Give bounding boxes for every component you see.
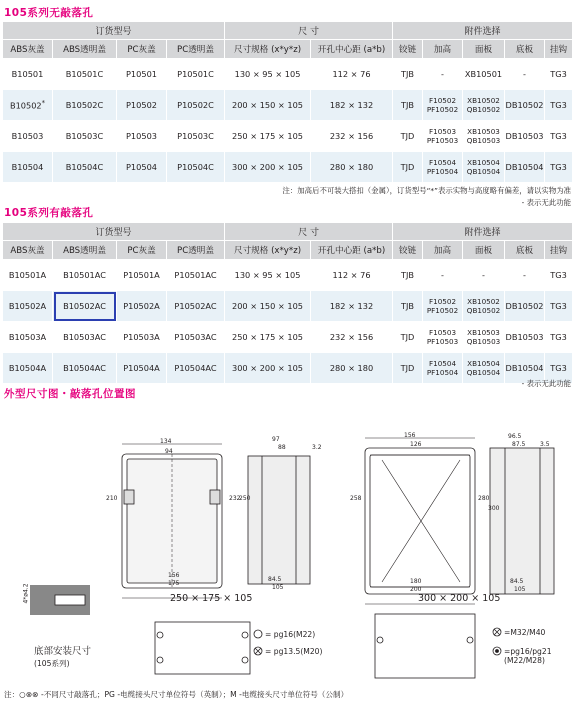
- cell-pc-clear-text: P10501C: [177, 69, 214, 79]
- cell-height-line: F10503: [429, 127, 457, 136]
- dim-height: 232: [229, 495, 241, 502]
- cell-size-text: 200 × 150 × 105: [232, 100, 304, 110]
- section2-title: 105系列有敲落孔: [4, 207, 94, 219]
- cell-height: [423, 260, 463, 291]
- table-row: [3, 260, 573, 291]
- cell-hook: [545, 90, 573, 121]
- cell-abs-clear: [53, 152, 117, 183]
- cell-pc-clear: [167, 152, 225, 183]
- cell-pc-clear: [167, 59, 225, 90]
- cell-hole: [311, 152, 393, 183]
- cell-abs-grey-text: B10502: [9, 100, 42, 111]
- cell-pc-grey-text: P10501A: [123, 270, 160, 280]
- cell-size-text: 250 × 175 × 105: [232, 131, 304, 141]
- dim-side: 3.2: [312, 444, 322, 451]
- group-size: 尺 寸: [225, 22, 393, 40]
- cell-hinge-text: TJB: [400, 270, 415, 280]
- cell-panel-line: XB10502: [467, 96, 500, 105]
- cell-height-line: F10502: [429, 297, 457, 306]
- cell-hinge: [393, 90, 423, 121]
- cell-hole-text: 182 × 132: [329, 100, 374, 110]
- dim-width: 175: [168, 580, 180, 587]
- dim-top: 134: [160, 438, 172, 445]
- cell-abs-clear: [53, 353, 117, 384]
- spec-table-knockout: [2, 222, 573, 384]
- asterisk-mark: *: [41, 99, 46, 108]
- col-header: PC透明盖: [167, 241, 225, 260]
- cell-size: [225, 152, 311, 183]
- cell-pc-clear-text: P10504C: [177, 162, 214, 172]
- box-side-300: [490, 448, 554, 594]
- cell-hinge-text: TJB: [400, 69, 415, 79]
- col-header: ABS透明盖: [53, 241, 117, 260]
- cell-pc-grey-text: P10501: [126, 69, 157, 79]
- cell-base: [505, 121, 545, 152]
- dim-side: 87.5: [512, 441, 526, 448]
- cell-hole-text: 112 × 76: [332, 270, 371, 280]
- col-header: 挂钩: [545, 241, 573, 260]
- cell-hook: [545, 322, 573, 353]
- cell-panel: [463, 90, 505, 121]
- cell-abs-grey: [3, 322, 53, 353]
- cell-abs-clear-text: B10504AC: [63, 363, 106, 373]
- cell-size: [225, 322, 311, 353]
- cell-hinge: [393, 121, 423, 152]
- cell-base: [505, 59, 545, 90]
- cell-hook-text: TG3: [550, 100, 567, 110]
- cell-base-text: DB10503: [505, 131, 544, 141]
- cell-pc-clear-text: P10501AC: [174, 270, 217, 280]
- base-mount-left: [155, 622, 250, 674]
- dim-width: 180: [410, 578, 422, 585]
- group-accessory: 附件选择: [393, 22, 573, 40]
- dim-side: 96.5: [508, 433, 522, 440]
- group-size: 尺 寸: [225, 223, 393, 241]
- cell-base: [505, 152, 545, 183]
- cell-abs-grey: [3, 121, 53, 152]
- cell-pc-grey: [117, 90, 167, 121]
- cell-hole-text: 232 × 156: [329, 131, 374, 141]
- cell-hook-text: TG3: [550, 69, 567, 79]
- col-header: 挂钩: [545, 40, 573, 59]
- col-header: 面板: [463, 40, 505, 59]
- cell-hole: [311, 59, 393, 90]
- cell-hook: [545, 121, 573, 152]
- cell-pc-grey: [117, 291, 167, 322]
- col-header: 底板: [505, 241, 545, 260]
- dim-height: 258: [350, 495, 362, 502]
- cell-pc-grey-text: P10503A: [123, 332, 160, 342]
- dim-top: 156: [404, 432, 416, 439]
- cell-abs-clear: [53, 90, 117, 121]
- note-dash: - 表示无此功能: [521, 198, 571, 207]
- cell-hole-text: 112 × 76: [332, 69, 371, 79]
- cell-abs-grey: [3, 260, 53, 291]
- cell-size-text: 130 × 95 × 105: [234, 69, 301, 79]
- cell-height-line: F10503: [429, 328, 457, 337]
- cell-height-line: PF10504: [426, 368, 459, 377]
- cell-panel-line: XB10503: [467, 328, 500, 337]
- cell-abs-clear: [53, 260, 117, 291]
- cell-hole-text: 280 × 180: [329, 363, 374, 373]
- cell-panel-line: QB10504: [466, 368, 501, 377]
- cell-hook-text: TG3: [550, 363, 567, 373]
- dim-side: 105: [514, 586, 526, 593]
- cell-hole-text: 182 × 132: [329, 301, 374, 311]
- col-header: ABS透明盖: [53, 40, 117, 59]
- cell-abs-clear-text: B10503AC: [63, 332, 106, 342]
- cell-size-text: 250 × 175 × 105: [232, 332, 304, 342]
- cell-panel: [463, 260, 505, 291]
- cell-pc-grey-text: P10502A: [123, 301, 160, 311]
- cell-panel: [463, 353, 505, 384]
- dim-side: 88: [278, 444, 286, 451]
- col-header: 加高: [423, 241, 463, 260]
- cell-height: [423, 353, 463, 384]
- cell-pc-clear-text: P10503AC: [174, 332, 217, 342]
- cell-height-line: F10504: [429, 158, 457, 167]
- cell-hinge-text: TJD: [400, 162, 415, 172]
- cell-pc-clear-text: P10502AC: [174, 301, 217, 311]
- cell-pc-clear-text: P10502C: [177, 100, 214, 110]
- cell-height-line: F10504: [429, 359, 457, 368]
- col-header: PC透明盖: [167, 40, 225, 59]
- caption-250: 250 × 175 × 105: [170, 593, 253, 604]
- dim-top: 94: [165, 448, 173, 455]
- cell-abs-clear: [53, 291, 117, 322]
- legend-pg13: = pg13.5(M20): [265, 647, 323, 656]
- col-header: PC灰盖: [117, 40, 167, 59]
- cell-abs-clear-text: B10503C: [65, 131, 104, 141]
- cell-base: [505, 322, 545, 353]
- cell-hinge: [393, 291, 423, 322]
- cell-panel: [463, 291, 505, 322]
- cell-size: [225, 90, 311, 121]
- dim-height: 250: [239, 495, 251, 502]
- dim-height: 210: [106, 495, 118, 502]
- dim-top: 126: [410, 441, 422, 448]
- cell-abs-grey-text: B10504A: [8, 363, 47, 373]
- cell-hole: [311, 291, 393, 322]
- cell-size: [225, 260, 311, 291]
- cell-hinge: [393, 353, 423, 384]
- cell-base-text: -: [523, 270, 526, 280]
- col-header: ABS灰盖: [3, 40, 53, 59]
- cell-hinge-text: TJD: [400, 332, 415, 342]
- cell-hole: [311, 322, 393, 353]
- cell-hinge: [393, 322, 423, 353]
- cell-hole: [311, 121, 393, 152]
- group-accessory: 附件选择: [393, 223, 573, 241]
- col-header: 铰链: [393, 241, 423, 260]
- cell-pc-grey: [117, 59, 167, 90]
- cell-base-text: DB10502: [505, 301, 544, 311]
- cell-height: [423, 121, 463, 152]
- col-header: 面板: [463, 241, 505, 260]
- col-header: 尺寸规格 (x*y*z): [225, 241, 311, 260]
- cell-height-line: PF10504: [426, 167, 459, 176]
- cell-hook: [545, 152, 573, 183]
- cell-panel-line: XB10504: [467, 158, 500, 167]
- cell-panel-line: XB10501: [464, 69, 503, 79]
- legend-pg21: =pg16/pg21: [504, 647, 552, 656]
- cell-pc-grey: [117, 353, 167, 384]
- dim-side: 84.5: [510, 578, 524, 585]
- dim-side: 105: [272, 584, 284, 591]
- cell-hinge-text: TJB: [400, 100, 415, 110]
- cell-height-line: PF10502: [426, 105, 459, 114]
- table-row: [3, 291, 573, 322]
- cell-abs-grey: [3, 59, 53, 90]
- cell-pc-clear-text: P10503C: [177, 131, 214, 141]
- cell-hole-text: 280 × 180: [329, 162, 374, 172]
- cell-panel-line: QB10503: [466, 337, 501, 346]
- base-subtitle: (105系列): [34, 659, 70, 668]
- cell-base-text: DB10504: [505, 162, 544, 172]
- cell-pc-grey-text: P10502: [126, 100, 157, 110]
- cell-hinge-text: TJD: [400, 363, 415, 373]
- dim-width: 200: [410, 586, 422, 593]
- base-title: 底部安装尺寸: [34, 646, 92, 657]
- col-header: ABS灰盖: [3, 241, 53, 260]
- cell-height-line: PF10502: [426, 306, 459, 315]
- cell-panel: [463, 152, 505, 183]
- cell-base-text: DB10502: [505, 100, 544, 110]
- box-side-250: [248, 456, 310, 584]
- cell-hook: [545, 260, 573, 291]
- cell-panel-line: QB10503: [466, 136, 501, 145]
- cell-hook-text: TG3: [550, 162, 567, 172]
- cell-panel-line: XB10502: [467, 297, 500, 306]
- cell-pc-grey-text: P10504: [126, 162, 157, 172]
- dim-side: 3.5: [540, 441, 550, 448]
- table-row: [3, 152, 573, 183]
- cell-size: [225, 353, 311, 384]
- dim-hole: 4*ø4.2: [22, 583, 30, 604]
- cell-abs-grey: [3, 152, 53, 183]
- cell-size-text: 130 × 95 × 105: [234, 270, 301, 280]
- cell-panel-line: XB10503: [467, 127, 500, 136]
- cell-abs-clear: [53, 59, 117, 90]
- cell-panel: [463, 322, 505, 353]
- cell-base: [505, 260, 545, 291]
- footer-note: 注：○⊗⊗ -不同尺寸敲落孔；PG -电缆接头尺寸单位符号（英制）；M -电缆接头尺寸单位符号（公制）: [4, 690, 349, 699]
- cell-abs-grey-text: B10501: [11, 69, 44, 79]
- cell-size-text: 300 × 200 × 105: [232, 363, 304, 373]
- note-asterisk: 注：加高后不可装大搭扣（金属），订货型号“*”表示实物与高度略有偏差，请以实物为准: [282, 186, 571, 195]
- col-header: 加高: [423, 40, 463, 59]
- legend-pg16: = pg16(M22): [265, 630, 316, 639]
- cell-size: [225, 121, 311, 152]
- cell-panel-line: -: [482, 270, 485, 280]
- cell-hook-text: TG3: [550, 332, 567, 342]
- cell-panel: [463, 121, 505, 152]
- cell-abs-clear-text: B10502AC: [63, 301, 106, 311]
- cell-base: [505, 291, 545, 322]
- cell-height-line: -: [441, 270, 444, 280]
- col-header: 尺寸规格 (x*y*z): [225, 40, 311, 59]
- cell-hole: [311, 90, 393, 121]
- table-row: [3, 322, 573, 353]
- table-row: [3, 59, 573, 90]
- cell-pc-clear: [167, 260, 225, 291]
- cell-abs-grey-text: B10501A: [8, 270, 47, 280]
- cell-abs-grey-text: B10503A: [8, 332, 47, 342]
- cell-abs-clear: [53, 121, 117, 152]
- group-order: 订货型号: [3, 223, 225, 241]
- cell-abs-clear-text: B10504C: [65, 162, 104, 172]
- cell-abs-clear-text: B10501C: [65, 69, 104, 79]
- cell-panel-line: QB10502: [466, 306, 501, 315]
- group-order: 订货型号: [3, 22, 225, 40]
- cell-base-text: DB10503: [505, 332, 544, 342]
- col-header: 底板: [505, 40, 545, 59]
- cell-hinge: [393, 152, 423, 183]
- table-row: [3, 353, 573, 384]
- cell-size: [225, 59, 311, 90]
- dim-height: 280: [478, 495, 490, 502]
- base-mount-right: [375, 614, 475, 678]
- cell-hole: [311, 353, 393, 384]
- cell-hinge: [393, 260, 423, 291]
- cell-abs-grey-text: B10503: [11, 131, 44, 141]
- cell-height: [423, 291, 463, 322]
- cell-abs-clear-text: B10501AC: [63, 270, 106, 280]
- table-row: [3, 90, 573, 121]
- dim-height: 300: [488, 505, 500, 512]
- cell-panel-line: QB10504: [466, 167, 501, 176]
- cell-pc-grey: [117, 152, 167, 183]
- legend-m32: =M32/M40: [504, 628, 546, 637]
- dim-side: 97: [272, 436, 280, 443]
- cell-abs-grey: [3, 291, 53, 322]
- caption-300: 300 × 200 × 105: [418, 593, 501, 604]
- cell-hinge-text: TJB: [400, 301, 415, 311]
- cell-height: [423, 322, 463, 353]
- cell-height: [423, 152, 463, 183]
- cell-hook: [545, 59, 573, 90]
- spec-table-no-knockout: [2, 21, 573, 183]
- cell-pc-grey-text: P10503: [126, 131, 157, 141]
- dim-side: 84.5: [268, 576, 282, 583]
- cell-pc-grey: [117, 121, 167, 152]
- hinge: [124, 490, 134, 504]
- dim-width: 156: [168, 572, 180, 579]
- box-front-300: [365, 448, 475, 594]
- cell-pc-grey: [117, 322, 167, 353]
- cell-size: [225, 291, 311, 322]
- cell-pc-clear: [167, 353, 225, 384]
- cell-base-text: DB10504: [505, 363, 544, 373]
- cell-panel-line: QB10502: [466, 105, 501, 114]
- section1-title: 105系列无敲落孔: [4, 7, 94, 19]
- cell-panel: [463, 59, 505, 90]
- cell-abs-grey: [3, 353, 53, 384]
- cell-abs-grey-text: B10502A: [8, 301, 47, 311]
- cell-base-text: -: [523, 69, 526, 79]
- cell-height-line: PF10503: [426, 136, 459, 145]
- table-row: [3, 121, 573, 152]
- cell-height-line: PF10503: [426, 337, 459, 346]
- cell-size-text: 300 × 200 × 105: [232, 162, 304, 172]
- cell-abs-clear: [53, 322, 117, 353]
- cell-hole: [311, 260, 393, 291]
- cell-base: [505, 90, 545, 121]
- cell-hook-text: TG3: [550, 131, 567, 141]
- cell-pc-clear: [167, 121, 225, 152]
- cell-abs-grey: [3, 90, 53, 121]
- cell-height-line: F10502: [429, 96, 457, 105]
- cell-pc-grey: [117, 260, 167, 291]
- cell-pc-grey-text: P10504A: [123, 363, 160, 373]
- cell-hook-text: TG3: [550, 270, 567, 280]
- col-header: PC灰盖: [117, 241, 167, 260]
- cell-pc-clear: [167, 90, 225, 121]
- cell-height: [423, 59, 463, 90]
- legend-m22: (M22/M28): [504, 656, 545, 665]
- cell-height-line: -: [441, 69, 444, 79]
- cell-hole-text: 232 × 156: [329, 332, 374, 342]
- cell-hinge: [393, 59, 423, 90]
- drawings-title: 外型尺寸图・敲落孔位置图: [4, 388, 136, 400]
- cell-hook-text: TG3: [550, 301, 567, 311]
- cell-panel-line: XB10504: [467, 359, 500, 368]
- cell-abs-clear-text: B10502C: [65, 100, 104, 110]
- cell-size-text: 200 × 150 × 105: [232, 301, 304, 311]
- cell-abs-grey-text: B10504: [11, 162, 44, 172]
- col-header: 开孔中心距 (a*b): [311, 40, 393, 59]
- col-header: 铰链: [393, 40, 423, 59]
- cell-hook: [545, 291, 573, 322]
- cell-pc-clear: [167, 291, 225, 322]
- col-header: 开孔中心距 (a*b): [311, 241, 393, 260]
- cell-hinge-text: TJD: [400, 131, 415, 141]
- cell-pc-clear: [167, 322, 225, 353]
- cell-height: [423, 90, 463, 121]
- cell-pc-clear-text: P10504AC: [174, 363, 217, 373]
- note-dash-2: - 表示无此功能: [521, 379, 571, 388]
